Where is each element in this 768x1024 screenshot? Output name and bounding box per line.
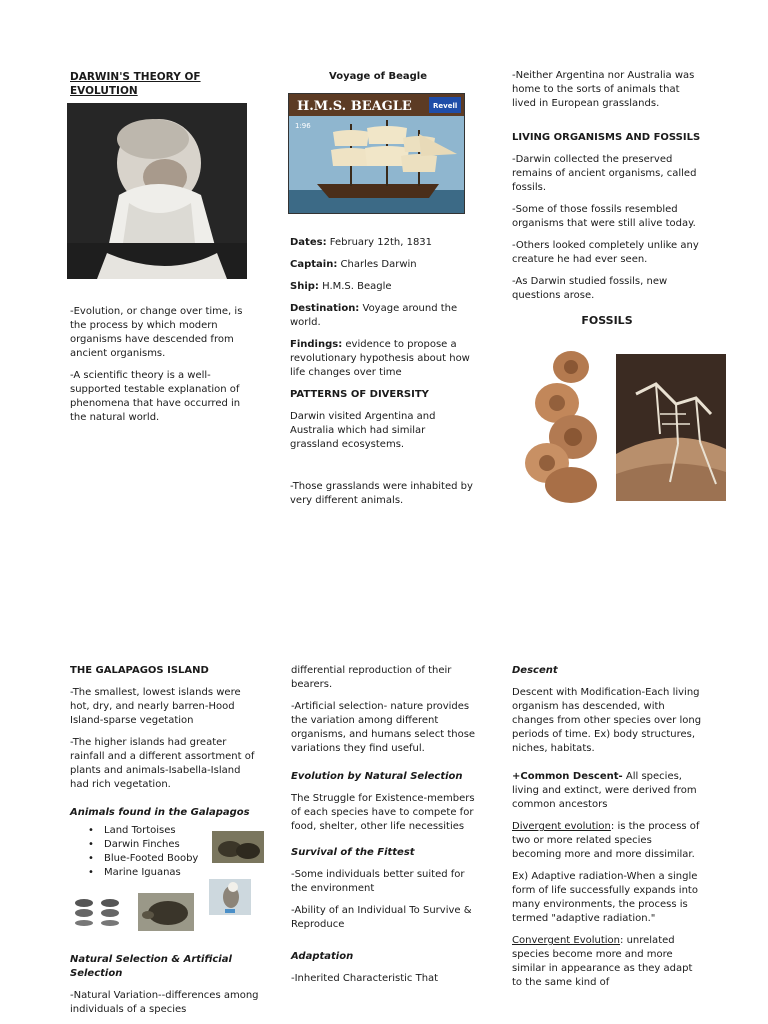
voyage-heading-wrap xyxy=(290,70,466,84)
page2-col3 xyxy=(512,664,702,998)
voyage-findings: Findings: evidence to propose a revolutionary hypothesis about how life changes over time xyxy=(290,339,470,378)
page1-col2-body xyxy=(290,236,476,516)
survival-fittest-heading: Survival of the Fittest xyxy=(291,847,415,858)
voyage-heading: Voyage of Beagle xyxy=(329,71,427,82)
differential-reproduction-p: differential reproduction of their bearers. xyxy=(291,665,452,690)
blue-footed-booby-image xyxy=(209,879,251,915)
svg-text:Revell: Revell xyxy=(433,102,458,110)
svg-text:1:96: 1:96 xyxy=(295,122,311,130)
fossils-p3: -Others looked completely unlike any creature he had ever seen. xyxy=(512,240,699,265)
fossils-heading-wrap xyxy=(512,314,702,328)
descent-p: Descent with Modification-Each living organism has descended, with changes from other species over long periods of time. Ex) body structures, niches, habitats. xyxy=(512,687,702,754)
patterns-of-diversity-heading: PATTERNS OF DIVERSITY xyxy=(290,389,429,400)
evolution-definition: -Evolution, or change over time, is the process by which modern organisms have descended from ancient organisms. xyxy=(70,306,243,359)
patterns-p1: Darwin visited Argentina and Australia which had similar grassland ecosystems. xyxy=(290,411,436,450)
adaptive-radiation-p: Ex) Adaptive radiation-When a single form of life successfully expands into many environments, the process is termed "adaptive radiation." xyxy=(512,871,698,924)
argentina-australia-note: -Neither Argentina nor Australia was home to the sorts of animals that lived in European grasslands. xyxy=(512,70,695,109)
page1-col3 xyxy=(512,69,702,311)
fossils-p4: -As Darwin studied fossils, new questions arose. xyxy=(512,276,668,301)
darwin-portrait-image xyxy=(67,103,247,279)
survival-p1: -Some individuals better suited for the environment xyxy=(291,869,465,894)
natural-selection-heading: Natural Selection & Artificial Selection xyxy=(70,954,232,979)
list-item: • Blue-Footed Booby xyxy=(88,852,260,866)
page2-col2 xyxy=(291,664,477,994)
voyage-dates: Dates: February 12th, 1831 xyxy=(290,237,433,248)
patterns-p2: -Those grasslands were inhabited by very different animals. xyxy=(290,481,473,506)
page2-col1-ns xyxy=(70,953,260,1024)
list-item: • Land Tortoises xyxy=(88,824,260,838)
beagle-box-title: H.M.S. BEAGLE xyxy=(297,99,412,114)
beagle-ship-image xyxy=(288,93,465,214)
dinosaur-skeleton-image xyxy=(616,354,726,501)
convergent-evolution-p: Convergent Evolution: unrelated species become more and more similar in appearance as they adapt to the same kind of xyxy=(512,935,693,988)
land-tortoise-image xyxy=(212,831,264,863)
descent-heading: Descent xyxy=(512,665,558,676)
scientific-theory-definition: -A scientific theory is a well-supported testable explanation of phenomena that have occurred in the natural world. xyxy=(70,370,241,423)
list-item: • Marine Iguanas xyxy=(88,866,260,880)
galapagos-p2: -The higher islands had greater rainfall and a different assortment of plants and animals-Isabella-Island had rich vegetation. xyxy=(70,737,255,790)
list-item: • Darwin Finches xyxy=(88,838,260,852)
galapagos-heading: THE GALAPAGOS ISLAND xyxy=(70,665,209,676)
natural-variation-p: -Natural Variation--differences among individuals of a species xyxy=(70,990,259,1015)
evolution-ns-heading: Evolution by Natural Selection xyxy=(291,771,463,782)
fossils-heading: FOSSILS xyxy=(581,314,633,327)
adaptation-p: -Inherited Characteristic That xyxy=(291,973,439,984)
living-organisms-heading: LIVING ORGANISMS AND FOSSILS xyxy=(512,132,701,143)
title-darwins-theory: DARWIN'S THEORY OF EVOLUTION xyxy=(70,71,201,97)
voyage-destination: Destination: Voyage around the world. xyxy=(290,303,458,328)
giant-tortoise-image xyxy=(138,893,194,931)
survival-p2: -Ability of an Individual To Survive & Reproduce xyxy=(291,905,472,930)
artificial-selection-p: -Artificial selection- nature provides the variation among different organisms, and humans select those variations they find useful. xyxy=(291,701,476,754)
ammonite-fossil-image xyxy=(511,345,611,508)
common-descent-p: +Common Descent- All species, living and extinct, were derived from common ancestors xyxy=(512,771,697,810)
struggle-existence-p: The Struggle for Existence-members of each species have to compete for food, shelter, other life necessities xyxy=(291,793,475,832)
galapagos-p1: -The smallest, lowest islands were hot, dry, and nearly barren-Hood Island-sparse vegetation xyxy=(70,687,241,726)
voyage-captain: Captain: Charles Darwin xyxy=(290,259,417,270)
fossils-p1: -Darwin collected the preserved remains of ancient organisms, called fossils. xyxy=(512,154,697,193)
darwin-finches-image xyxy=(72,895,130,927)
adaptation-heading: Adaptation xyxy=(291,951,354,962)
page1-col1-body xyxy=(70,305,256,433)
voyage-ship: Ship: H.M.S. Beagle xyxy=(290,281,392,292)
animals-heading: Animals found in the Galapagos xyxy=(70,807,250,818)
divergent-evolution-p: Divergent evolution: is the process of two or more related species becoming more and more dissimilar. xyxy=(512,821,700,860)
fossils-p2: -Some of those fossils resembled organisms that were still alive today. xyxy=(512,204,696,229)
page1-col1 xyxy=(70,70,256,98)
